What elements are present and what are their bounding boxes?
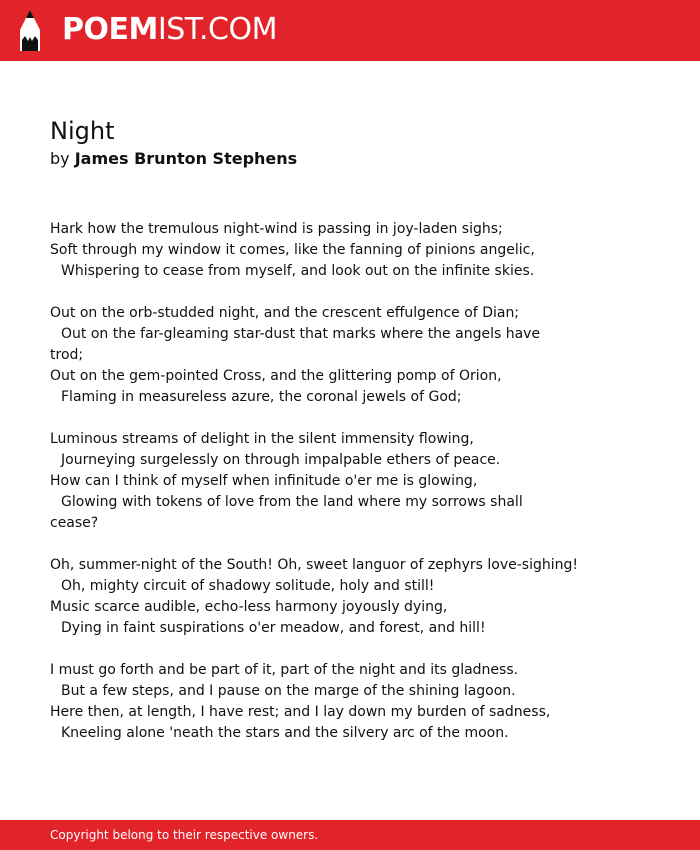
pencil-tip-icon[interactable]: [18, 10, 42, 51]
poem-body: [50, 219, 650, 765]
poem-line: Kneeling alone 'neath the stars and the silvery arc of the moon.: [61, 725, 509, 741]
poem-stanza: [50, 303, 650, 408]
poem-line: I must go forth and be part of it, part of the night and its gladness.: [50, 662, 519, 678]
poem-line: Hark how the tremulous night-wind is passing in joy-laden sighs;: [50, 221, 503, 237]
logo-brand-bold: POEM: [62, 12, 158, 47]
site-footer: [0, 820, 700, 850]
poem-line: trod;: [50, 347, 84, 363]
poem-stanza: [50, 429, 650, 534]
poem-title: Night: [50, 117, 115, 145]
poem-stanza: [50, 660, 650, 744]
poem-line: Journeying surgelessly on through impalpable ethers of peace.: [61, 452, 501, 468]
poem-line: Out on the far-gleaming star-dust that marks where the angels have: [61, 326, 541, 342]
poem-line: Whispering to cease from myself, and look out on the infinite skies.: [61, 263, 535, 279]
poem-line: Flaming in measureless azure, the coronal jewels of God;: [61, 389, 462, 405]
site-header: [0, 0, 700, 61]
poem-stanza: [50, 555, 650, 639]
by-label: by: [50, 149, 70, 168]
poem-line: Out on the orb-studded night, and the crescent effulgence of Dian;: [50, 305, 520, 321]
poem-line: Oh, summer-night of the South! Oh, sweet languor of zephyrs love-sighing!: [50, 557, 578, 573]
poem-line: Music scarce audible, echo-less harmony joyously dying,: [50, 599, 448, 615]
poem-line: Dying in faint suspirations o'er meadow, and forest, and hill!: [61, 620, 486, 636]
poem-line: Here then, at length, I have rest; and I lay down my burden of sadness,: [50, 704, 551, 720]
poem-author: James Brunton Stephens: [74, 149, 298, 168]
copyright-notice: Copyright belong to their respective owners.: [50, 828, 319, 842]
poem-line: cease?: [50, 515, 99, 531]
poem-line: How can I think of myself when infinitude o'er me is glowing,: [50, 473, 478, 489]
poem-byline: [50, 148, 297, 170]
logo-brand-light: IST.COM: [157, 12, 277, 47]
site-logo[interactable]: [62, 12, 277, 48]
poem-line: Oh, mighty circuit of shadowy solitude, holy and still!: [61, 578, 435, 594]
poem-line: But a few steps, and I pause on the marge of the shining lagoon.: [61, 683, 516, 699]
poem-line: Luminous streams of delight in the silent immensity flowing,: [50, 431, 474, 447]
poem-stanza: [50, 219, 650, 282]
poem-line: Soft through my window it comes, like the fanning of pinions angelic,: [50, 242, 535, 258]
poem-line: Glowing with tokens of love from the land where my sorrows shall: [61, 494, 523, 510]
poem-line: Out on the gem-pointed Cross, and the glittering pomp of Orion,: [50, 368, 502, 384]
